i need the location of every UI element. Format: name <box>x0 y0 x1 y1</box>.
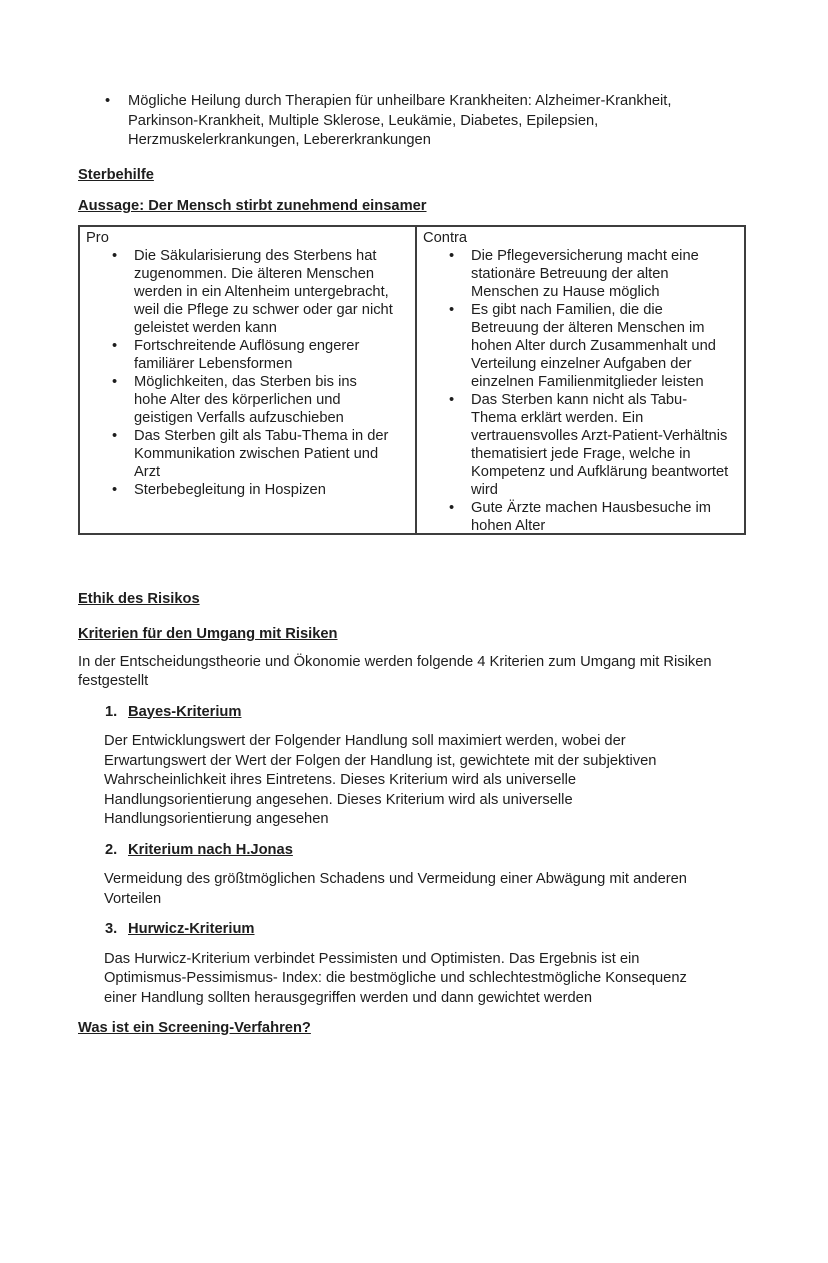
list-item-text: Die Säkularisierung des Sterbens hat zugenommen. Die älteren Menschen werden in ein Altenheim untergebracht, weil die Pflege zu schwer oder gar nicht geleistet werden kann <box>134 247 393 336</box>
pro-column-header: Pro <box>86 229 109 246</box>
bullet-icon: • <box>112 247 118 264</box>
criterion-2-title: Kriterium nach H.Jonas <box>128 841 293 858</box>
list-item-text: Es gibt nach Familien, die die Betreuung der älteren Menschen im hohen Alter durch Zusammenhalt und Verteilung einzelner Aufgaben der einzelnen Familienmitglieder leisten <box>471 301 716 390</box>
list-item <box>112 247 413 337</box>
pro-contra-table <box>78 225 746 535</box>
bullet-icon: • <box>449 301 455 318</box>
criterion-2-heading <box>105 841 756 861</box>
heading-sterbehilfe: Sterbehilfe <box>78 166 154 183</box>
ethik-intro-paragraph: In der Entscheidungstheorie und Ökonomie werden folgende 4 Kriterien zum Umgang mit Risiken festgestellt <box>78 653 712 689</box>
bullet-icon: • <box>449 499 455 516</box>
list-item <box>105 92 756 151</box>
criterion-3-number: 3. <box>105 921 118 937</box>
criterion-2-body: Vermeidung des größtmöglichen Schadens und Vermeidung einer Abwägung mit anderen Vorteilen <box>104 871 687 907</box>
list-item <box>112 481 413 499</box>
bullet-icon: • <box>449 391 455 408</box>
criterion-1-body: Der Entwicklungswert der Folgender Handlung soll maximiert werden, wobei der Erwartungswert der Wert der Folgen der Handlung ist, gewichtete mit der subjektiven Wahrscheinlichkeit ihres Eintretens. Dieses Kriterium wird als universelle Handlungsorientierung angesehen. Dieses Kriterium wird als universelle Handlungsorientierung angesehen <box>104 733 657 827</box>
list-item <box>112 337 413 373</box>
list-item-text: Möglichkeiten, das Sterben bis ins hohe Alter des körperlichen und geistigen Verfalls aufzuschieben <box>134 373 357 426</box>
list-item <box>449 301 742 391</box>
criterion-3-heading <box>105 920 756 940</box>
list-item <box>449 499 742 535</box>
heading-screening-frage: Was ist ein Screening-Verfahren? <box>78 1020 311 1036</box>
bullet-icon: • <box>112 427 118 444</box>
list-item-text: Fortschreitende Auflösung engerer familiärer Lebensformen <box>134 337 360 372</box>
list-item <box>112 373 413 427</box>
criterion-1-number: 1. <box>105 703 118 720</box>
contra-column <box>415 227 744 533</box>
bullet-icon: • <box>112 337 118 354</box>
list-item-text: Das Sterben gilt als Tabu-Thema in der Kommunikation zwischen Patient und Arzt <box>134 427 389 480</box>
bullet-icon: • <box>112 481 118 498</box>
bullet-icon: • <box>105 93 111 109</box>
criterion-1-title: Bayes-Kriterium <box>128 703 242 720</box>
list-item-text: Sterbebegleitung in Hospizen <box>134 481 326 498</box>
list-item-text: Die Pflegeversicherung macht eine stationäre Betreuung der alten Menschen zu Hause möglich <box>471 247 699 300</box>
bullet-icon: • <box>112 373 118 390</box>
document-page <box>0 92 828 1039</box>
list-item-text: Mögliche Heilung durch Therapien für unheilbare Krankheiten: Alzheimer-Krankheit, Parkinson-Krankheit, Multiple Sklerose, Leukämie, Diabetes, Epilepsien, Herzmuskelerkrankungen, Lebererkrankungen <box>128 93 672 148</box>
list-item <box>449 247 742 301</box>
list-item-text: Gute Ärzte machen Hausbesuche im hohen Alter <box>471 499 712 534</box>
criterion-2-number: 2. <box>105 841 118 858</box>
list-item-text: Das Sterben kann nicht als Tabu- Thema erklärt werden. Ein vertrauensvolles Arzt-Patient-Verhältnis thematisiert jede Frage, welche in Kompetenz und Aufklärung beantwortet wird <box>471 391 729 498</box>
list-item <box>112 427 413 481</box>
heading-ethik-des-risikos: Ethik des Risikos <box>78 590 200 607</box>
bullet-icon: • <box>449 247 455 264</box>
pro-column <box>80 227 415 533</box>
criterion-3-body: Das Hurwicz-Kriterium verbindet Pessimisten und Optimisten. Das Ergebnis ist ein Optimismus-Pessimismus- Index: die bestmögliche und schlechtestmögliche Konsequenz einer Handlung sollten herausgegriffen werden und dann gewichtet werden <box>104 950 687 1006</box>
list-item <box>449 391 742 499</box>
criterion-3-title: Hurwicz-Kriterium <box>128 921 255 937</box>
intro-bullet-list <box>105 92 756 151</box>
contra-column-header: Contra <box>423 229 468 246</box>
criterion-1-heading <box>105 703 756 723</box>
heading-aussage: Aussage: Der Mensch stirbt zunehmend einsamer <box>78 198 427 214</box>
heading-kriterien: Kriterien für den Umgang mit Risiken <box>78 626 338 642</box>
